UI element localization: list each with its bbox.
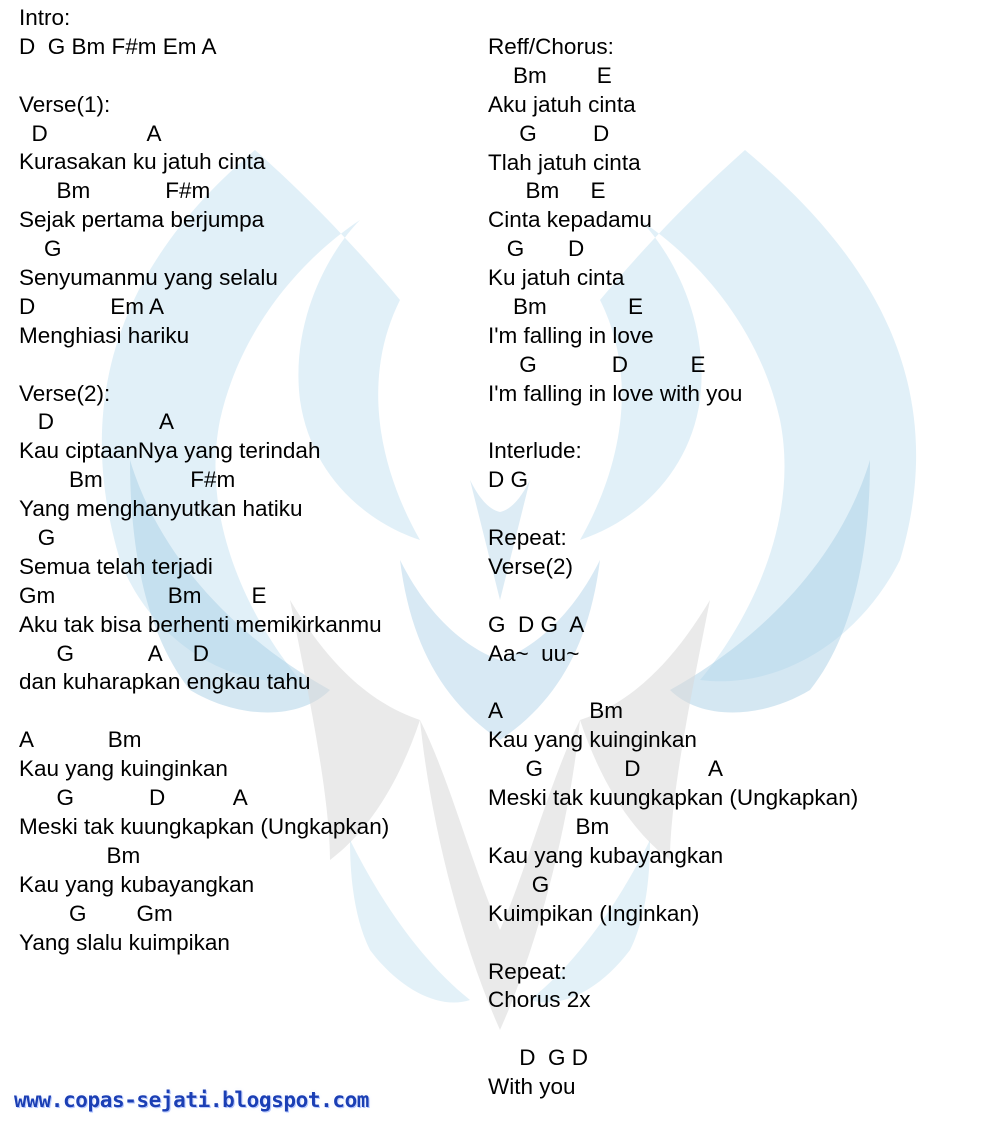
left-lyric-line: Semua telah terjadi <box>19 553 213 579</box>
right-lyric-line: I'm falling in love <box>488 322 654 348</box>
left-chord-line: Bm F#m <box>19 467 236 493</box>
right-lyric-line: I'm falling in love with you <box>488 380 743 406</box>
left-spacer <box>19 62 389 91</box>
left-chord-line: G <box>19 236 62 262</box>
left-chord-line: Gm Bm E <box>19 582 267 608</box>
left-lyric-line: Sejak pertama berjumpa <box>19 207 265 233</box>
left-chord-line: D A <box>19 409 175 435</box>
right-lyric-line: With you <box>488 1074 576 1100</box>
left-lyric-line: Menghiasi hariku <box>19 322 190 348</box>
lyrics-left-column <box>19 4 389 957</box>
right-chord-line: Bm E <box>488 178 606 204</box>
left-spacer <box>19 351 389 380</box>
left-chord-line: Bm <box>19 842 141 868</box>
right-lyric-line: Tlah jatuh cinta <box>488 149 641 175</box>
right-lyric-line: Reff/Chorus: <box>488 34 614 59</box>
right-lyric-line: Repeat: <box>488 525 567 551</box>
right-lyric-line: Kuimpikan (Inginkan) <box>488 900 700 926</box>
right-chord-line: A Bm <box>488 698 624 724</box>
right-lyric-line: Kau yang kuinginkan <box>488 727 697 753</box>
left-lyric-line: Kau yang kubayangkan <box>19 871 255 897</box>
left-chord-line: G A D <box>19 640 210 666</box>
right-chord-line: G D A <box>488 756 724 782</box>
right-lyric-line: Interlude: <box>488 438 582 464</box>
left-chord-line: A Bm <box>19 727 142 753</box>
right-chord-line: D G D <box>488 1045 589 1071</box>
right-chord-line: G D E <box>488 351 706 377</box>
left-lyric-line: Kau yang kuinginkan <box>19 756 228 782</box>
right-chord-line: G D <box>488 120 610 146</box>
left-lyric-line: Yang menghanyutkan hatiku <box>19 496 303 522</box>
right-chord-line: Bm <box>488 814 610 840</box>
left-chord-line: G D A <box>19 785 248 811</box>
right-lyric-line: Aku jatuh cinta <box>488 91 636 117</box>
left-chord-line: G Gm <box>19 900 173 926</box>
right-lyric-line: Cinta kepadamu <box>488 207 652 233</box>
left-lyric-line: Meski tak kuungkapkan (Ungkapkan) <box>19 813 390 839</box>
right-spacer <box>488 1015 858 1044</box>
right-chord-line: Bm E <box>488 62 612 88</box>
left-spacer <box>19 697 389 726</box>
left-lyric-line: Kurasakan ku jatuh cinta <box>19 149 266 175</box>
right-lyric-line: Chorus 2x <box>488 987 591 1013</box>
right-chord-line: D G <box>488 467 529 493</box>
right-spacer <box>488 582 858 611</box>
right-spacer <box>488 409 858 438</box>
left-chord-line: G <box>19 525 56 551</box>
right-chord-line: G D G A <box>488 611 585 637</box>
left-lyric-line: Senyumanmu yang selalu <box>19 265 278 291</box>
left-chord-line: D Em A <box>19 293 165 319</box>
left-chord-line: D G Bm F#m Em A <box>19 33 217 59</box>
right-spacer <box>488 929 858 958</box>
lyrics-right-column <box>488 33 858 1102</box>
left-lyric-line: Aku tak bisa berhenti memikirkanmu <box>19 611 382 637</box>
right-spacer <box>488 669 858 698</box>
website-url-link[interactable]: www.copas-sejati.blogspot.com <box>14 1088 370 1112</box>
right-chord-line: G D <box>488 236 585 262</box>
left-lyric-line: Kau ciptaanNya yang terindah <box>19 438 321 464</box>
left-lyric-line: Verse(1): <box>19 91 111 117</box>
right-lyric-line: Ku jatuh cinta <box>488 265 625 291</box>
right-spacer <box>488 495 858 524</box>
right-lyric-line: Repeat: <box>488 958 567 984</box>
right-lyric-line: Verse(2) <box>488 554 574 580</box>
left-lyric-line: dan kuharapkan engkau tahu <box>19 669 311 695</box>
right-chord-line: Bm E <box>488 294 644 320</box>
left-chord-line: Bm F#m <box>19 178 211 204</box>
left-lyric-line: Verse(2): <box>19 380 111 406</box>
right-lyric-line: Kau yang kubayangkan <box>488 842 724 868</box>
left-chord-line: D A <box>19 120 162 146</box>
left-lyric-line: Yang slalu kuimpikan <box>19 929 230 955</box>
right-lyric-line: Aa~ uu~ <box>488 640 580 666</box>
right-chord-line: G <box>488 871 550 897</box>
left-lyric-line: Intro: <box>19 5 71 30</box>
right-lyric-line: Meski tak kuungkapkan (Ungkapkan) <box>488 785 859 811</box>
